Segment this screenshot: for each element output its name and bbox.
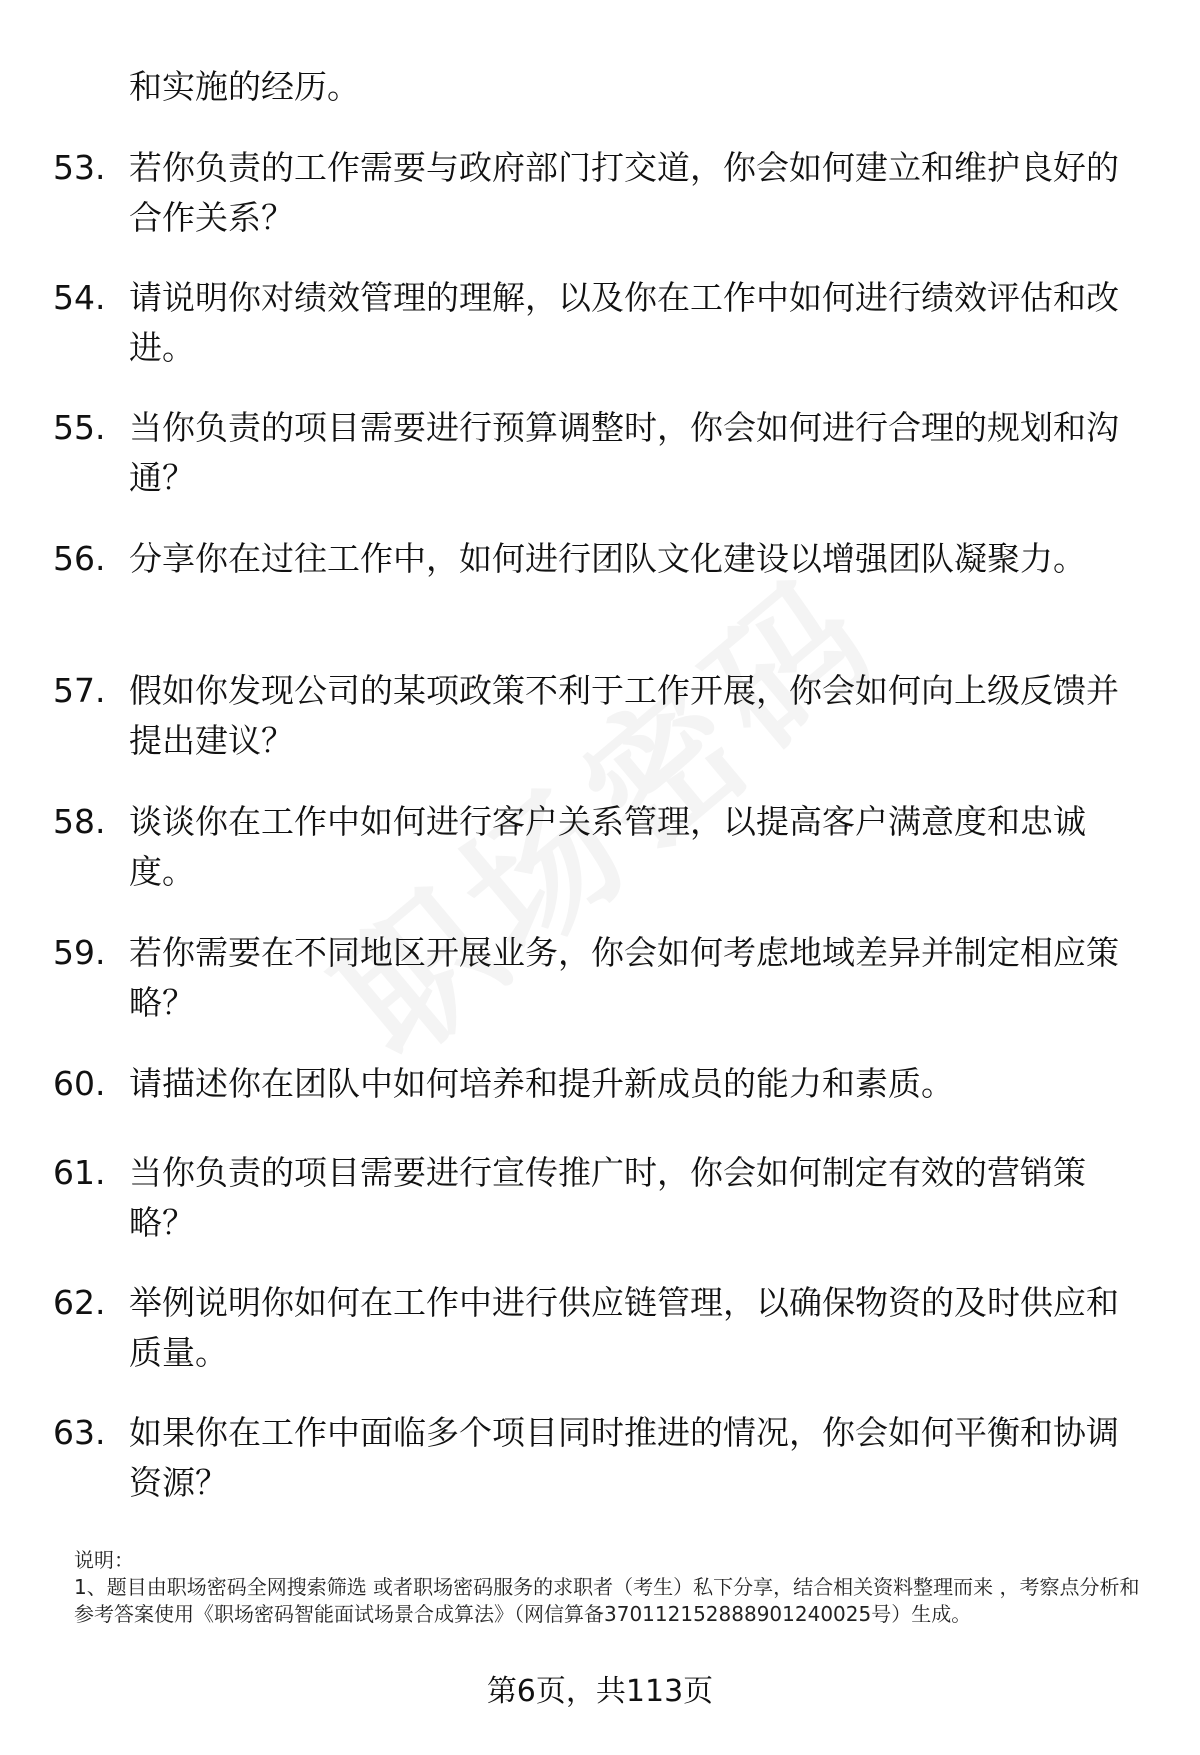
question-number: 63. (53, 1413, 106, 1452)
explanation-note (74, 1547, 1154, 1628)
question-text: 分享你在过往工作中，如何进行团队文化建设以增强团队凝聚力。 (129, 539, 1086, 578)
question-text: 若你负责的工作需要与政府部门打交道，你会如何建立和维护良好的合作关系？ (129, 148, 1119, 237)
question-text: 若你需要在不同地区开展业务，你会如何考虑地域差异并制定相应策略？ (129, 933, 1119, 1022)
note-title: 说明： (74, 1548, 134, 1572)
question-number: 59. (53, 933, 106, 972)
note-body: 1、题目由职场密码全网搜索筛选 或者职场密码服务的求职者（考生）私下分享，结合相关资料整理而来 ，考察点分析和参考答案使用《职场密码智能面试场景合成算法》（网信算备370112152888901240025号）生成。 (74, 1575, 1140, 1626)
question-text: 当你负责的项目需要进行宣传推广时，你会如何制定有效的营销策略？ (129, 1153, 1086, 1242)
question-number: 61. (53, 1153, 106, 1192)
question-number: 60. (53, 1064, 106, 1103)
question-text: 假如你发现公司的某项政策不利于工作开展，你会如何向上级反馈并提出建议？ (129, 671, 1119, 760)
question-number: 62. (53, 1283, 106, 1322)
question-number: 53. (53, 148, 106, 187)
question-number: 58. (53, 802, 106, 841)
question-text: 请描述你在团队中如何培养和提升新成员的能力和素质。 (129, 1064, 954, 1103)
question-text: 如果你在工作中面临多个项目同时推进的情况，你会如何平衡和协调资源？ (129, 1413, 1119, 1502)
question-number: 56. (53, 539, 106, 578)
question-text: 当你负责的项目需要进行预算调整时，你会如何进行合理的规划和沟通？ (129, 408, 1119, 497)
question-text: 谈谈你在工作中如何进行客户关系管理，以提高客户满意度和忠诚度。 (129, 802, 1086, 891)
page-number: 第6页，共113页 (486, 1674, 714, 1709)
question-number: 54. (53, 278, 106, 317)
question-text: 请说明你对绩效管理的理解，以及你在工作中如何进行绩效评估和改进。 (129, 278, 1119, 367)
question-text: 举例说明你如何在工作中进行供应链管理，以确保物资的及时供应和质量。 (129, 1283, 1119, 1372)
question-number: 57. (53, 671, 106, 710)
question-number: 55. (53, 408, 106, 447)
continuation-text: 和实施的经历。 (129, 67, 360, 106)
